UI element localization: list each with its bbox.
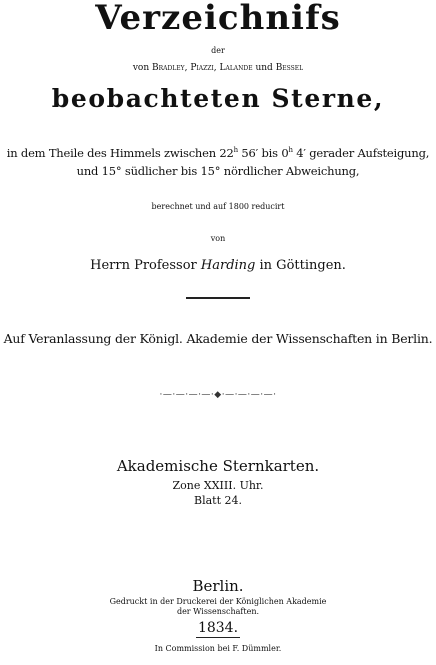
astronomers-line <box>0 62 436 74</box>
printer-line-2: der Wissenschaften. <box>176 607 260 616</box>
ornament-divider: ·—·—·—·—·◆·—·—·—·—· <box>159 390 277 400</box>
zone-line: Zone XXIII. Uhr. <box>172 479 264 492</box>
von-line: von <box>210 234 226 243</box>
academy-line: Auf Veranlassung der Königl. Akademie der Wissenschaften in Berlin. <box>3 331 433 346</box>
year-line: 1834. <box>197 620 239 636</box>
divider-rule <box>186 297 250 299</box>
sheet-line: Blatt 24. <box>194 494 242 507</box>
printer-line-1: Gedruckt in der Druckerei der Königlichen Akademie <box>109 597 327 606</box>
author-prefix: Herrn Professor <box>90 258 197 273</box>
author-name: Harding <box>200 258 256 273</box>
astronomers-und: und <box>255 63 273 73</box>
author-suffix: in Göttingen. <box>259 258 346 273</box>
astronomers-prefix: von <box>132 63 150 73</box>
astronomers-names: Bradley, Piazzi, Lalande <box>152 63 253 73</box>
astronomers-last: Bessel <box>275 63 304 73</box>
series-title: Akademische Sternkarten. <box>116 457 320 475</box>
region-line-2: und 15° südlicher bis 15° nördlicher Abweichung, <box>76 164 360 178</box>
commission-line: In Commission bei F. Dümmler. <box>154 644 282 653</box>
computed-line: berechnet und auf 1800 reducirt <box>151 202 285 211</box>
subtitle: beobachteten Sterne, <box>51 84 385 113</box>
main-heading: Verzeichnifs <box>95 0 341 38</box>
author-line <box>0 258 436 274</box>
city-line: Berlin. <box>192 577 244 595</box>
region-line-1: in dem Theile des Himmels zwischen 22$^h$ 56′ bis 0$^h$ 4′ gerader Aufsteigung, <box>6 145 430 160</box>
year-rule <box>196 637 240 638</box>
der-line: der <box>211 46 225 55</box>
